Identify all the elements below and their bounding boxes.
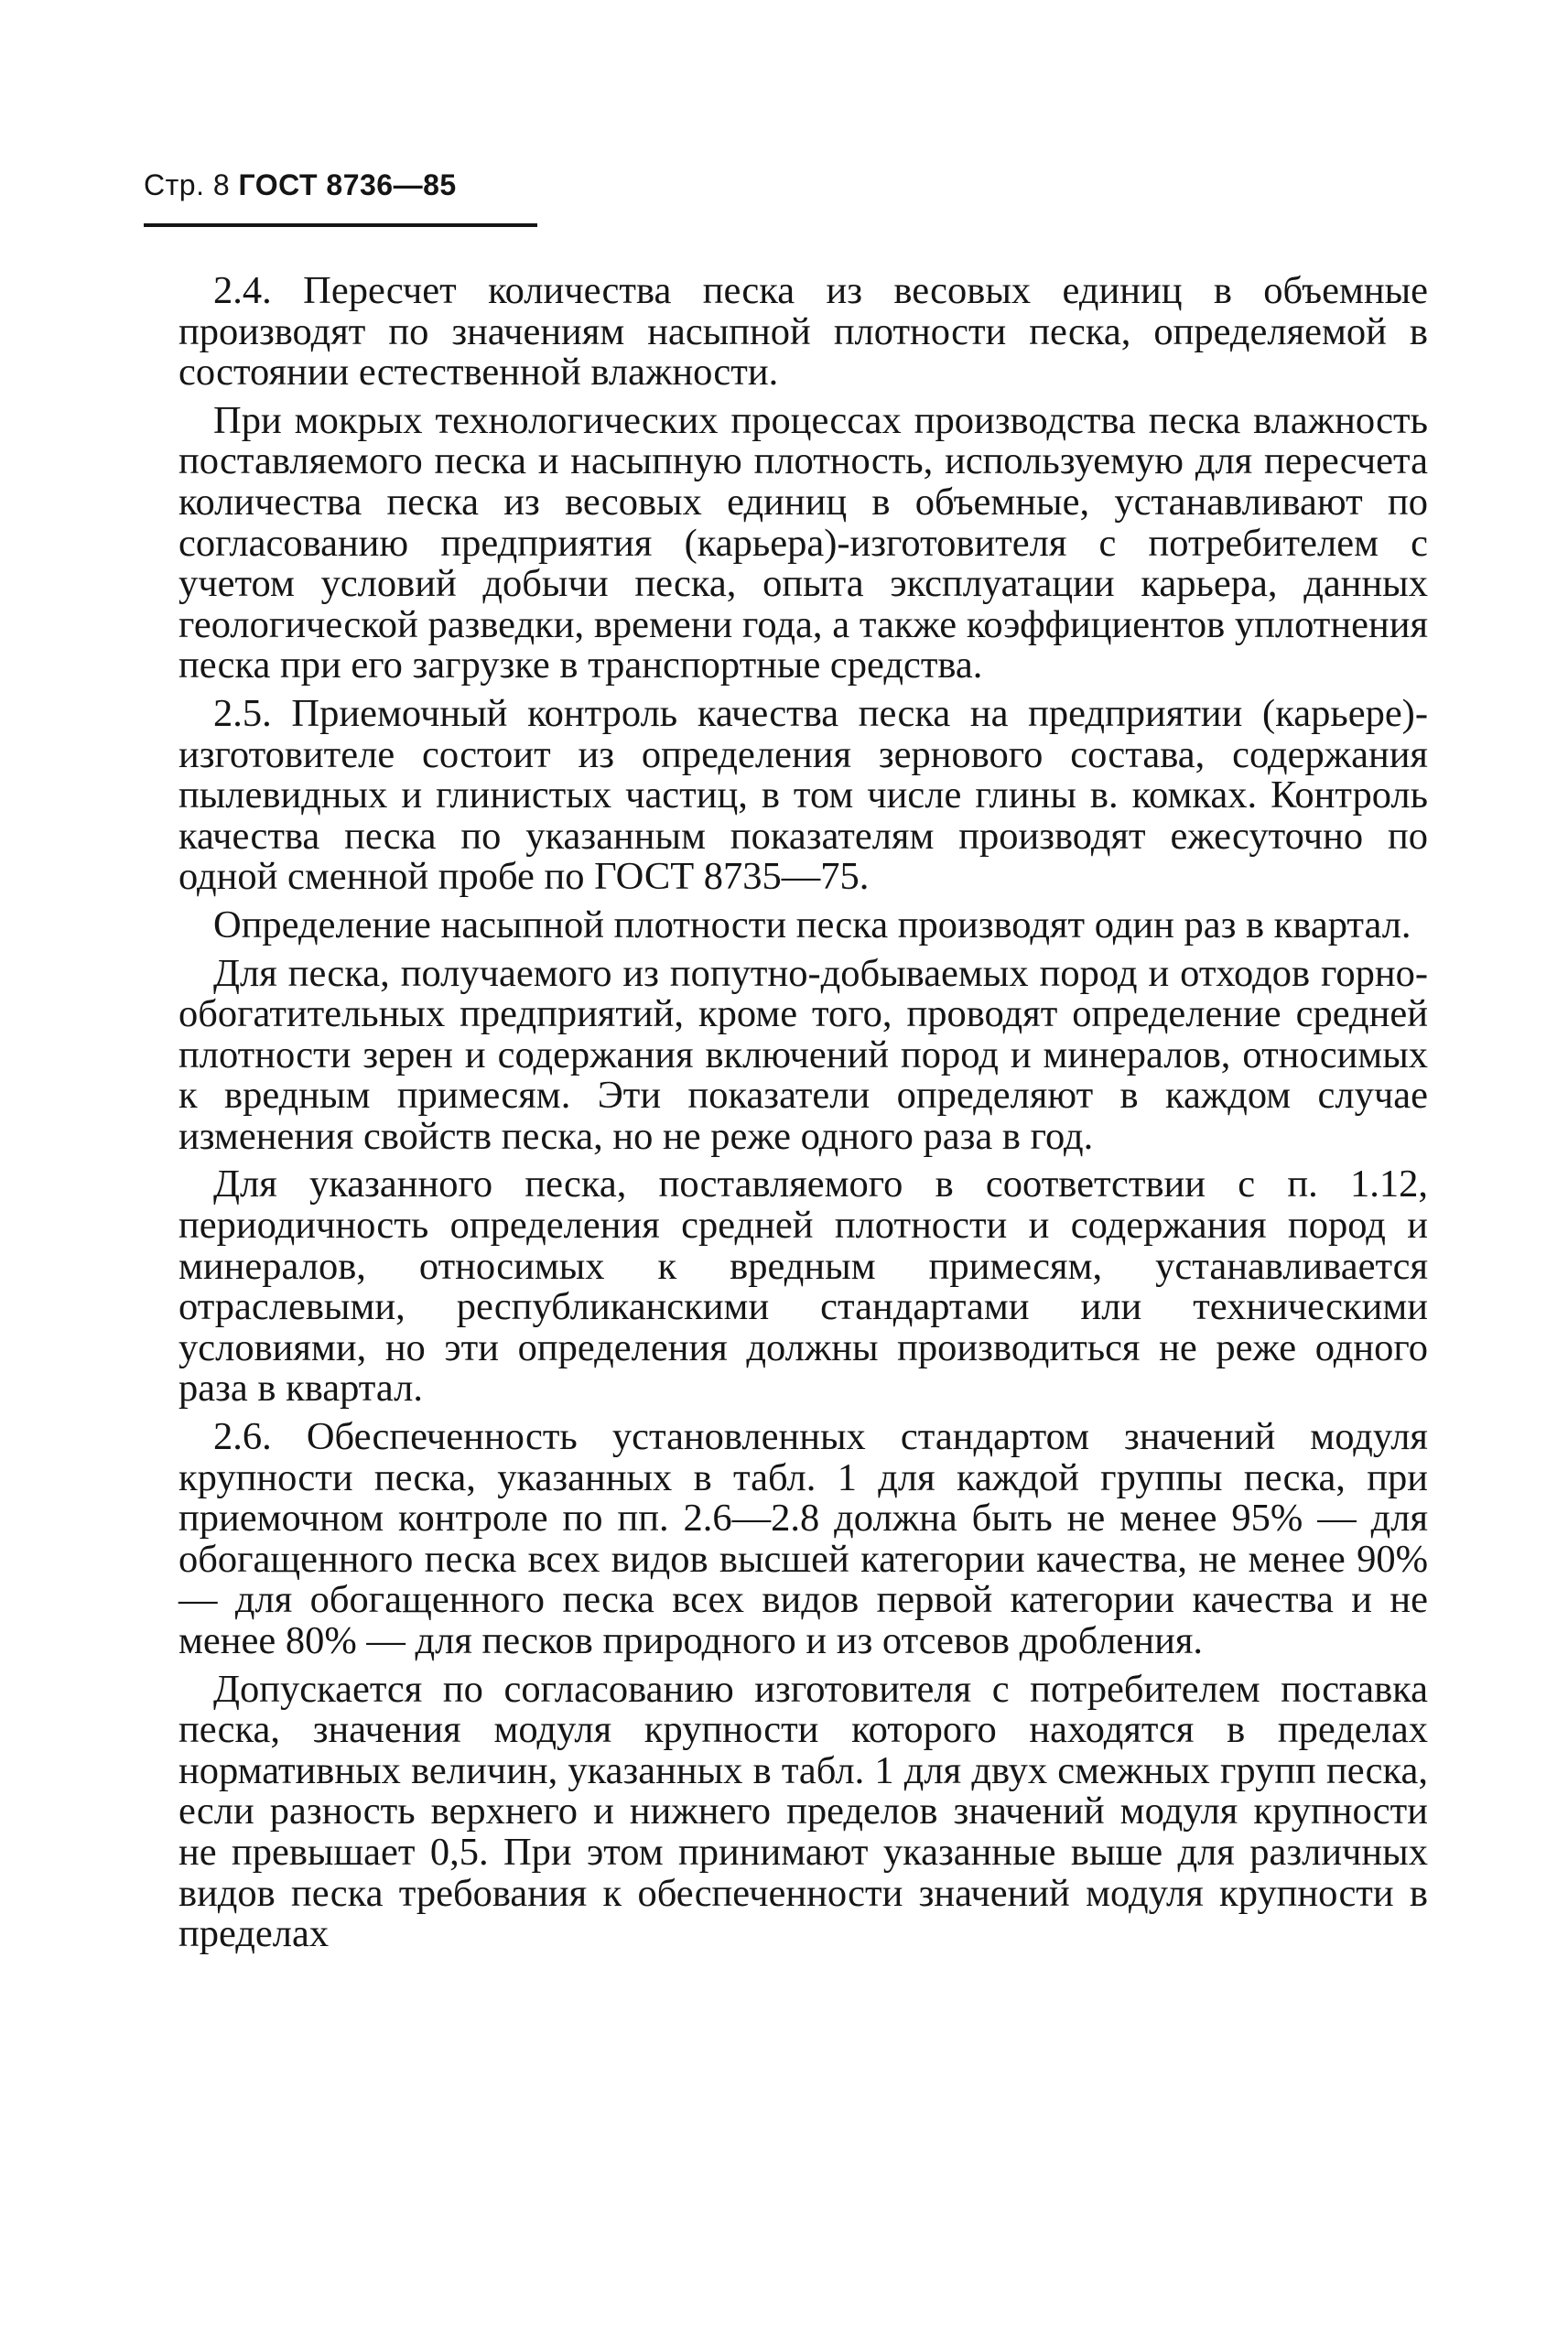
paragraph-2-6: 2.6. Обеспеченность установленных стандартом значений модуля крупности песка, указанных в табл. 1 для каждой группы песка, при приемочном контроле по пп. 2.6—2.8 должна быть не менее 95% — для обогащенного песка всех видов высшей категории качества, не менее 90% — для обогащенного песка всех видов первой категории качества и не менее 80% — для песков природного и из отсевов дробления. — [178, 1415, 1428, 1662]
paragraph-periodicity: Для указанного песка, поставляемого в соответствии с п. 1.12, периодичность определения средней плотности и содержания пород и минералов, относимых к вредным примесям, устанавливается отраслевыми, республиканскими стандартами или техническими условиями, но эти определения должны производиться не реже одного раза в квартал. — [178, 1162, 1428, 1411]
page-number: Стр. 8 — [144, 168, 231, 201]
header-divider — [144, 223, 537, 227]
paragraph-wet-process: При мокрых технологических процессах производства песка влажность поставляемого песка и насыпную плотность, используемую для пересчета количества песка из весовых единиц в объемные, устанавливают по согласованию предприятия (карьера)-изготовителя с потребителем с учетом условий добычи песка, опыта эксплуатации карьера, данных геологической разведки, времени года, а также коэффициентов уплотнения песка при его загрузке в транспортные средства. — [178, 398, 1428, 687]
paragraph-2-4: 2.4. Пересчет количества песка из весовых единиц в объемные производят по значениям насыпной плотности песка, определяемой в состоянии естественной влажности. — [178, 269, 1428, 395]
paragraph-agreement: Допускается по согласованию изготовителя с потребителем поставка песка, значения модуля крупности которого находятся в пределах нормативных величин, указанных в табл. 1 для двух смежных групп песка, если разность верхнего и нижнего пределов значений модуля крупности не превышает 0,5. При этом принимают указанные выше для различных видов песка требования к обеспеченности значений модуля крупности в пределах — [178, 1667, 1428, 1956]
standard-title: ГОСТ 8736—85 — [238, 168, 457, 201]
paragraph-bulk-density: Определение насыпной плотности песка производят один раз в квартал. — [213, 903, 1411, 946]
page-header — [144, 167, 537, 203]
paragraph-2-5: 2.5. Приемочный контроль качества песка на предприятии (карьере)-изготовителе состоит из определения зернового состава, содержания пылевидных и глинистых частиц, в том числе глины в. комках. Контроль качества песка по указанным показателям производят ежесуточно по одной сменной пробе по ГОСТ 8735—75. — [178, 691, 1428, 899]
document-body — [178, 271, 1428, 1955]
paragraph-byproduct-sand: Для песка, получаемого из попутно-добываемых пород и отходов горно-обогатительных предприятий, кроме того, проводят определение средней плотности зерен и содержания включений пород и минералов, относимых к вредным примесям. Эти показатели определяют в каждом случае изменения свойств песка, но не реже одного раза в год. — [178, 951, 1428, 1158]
